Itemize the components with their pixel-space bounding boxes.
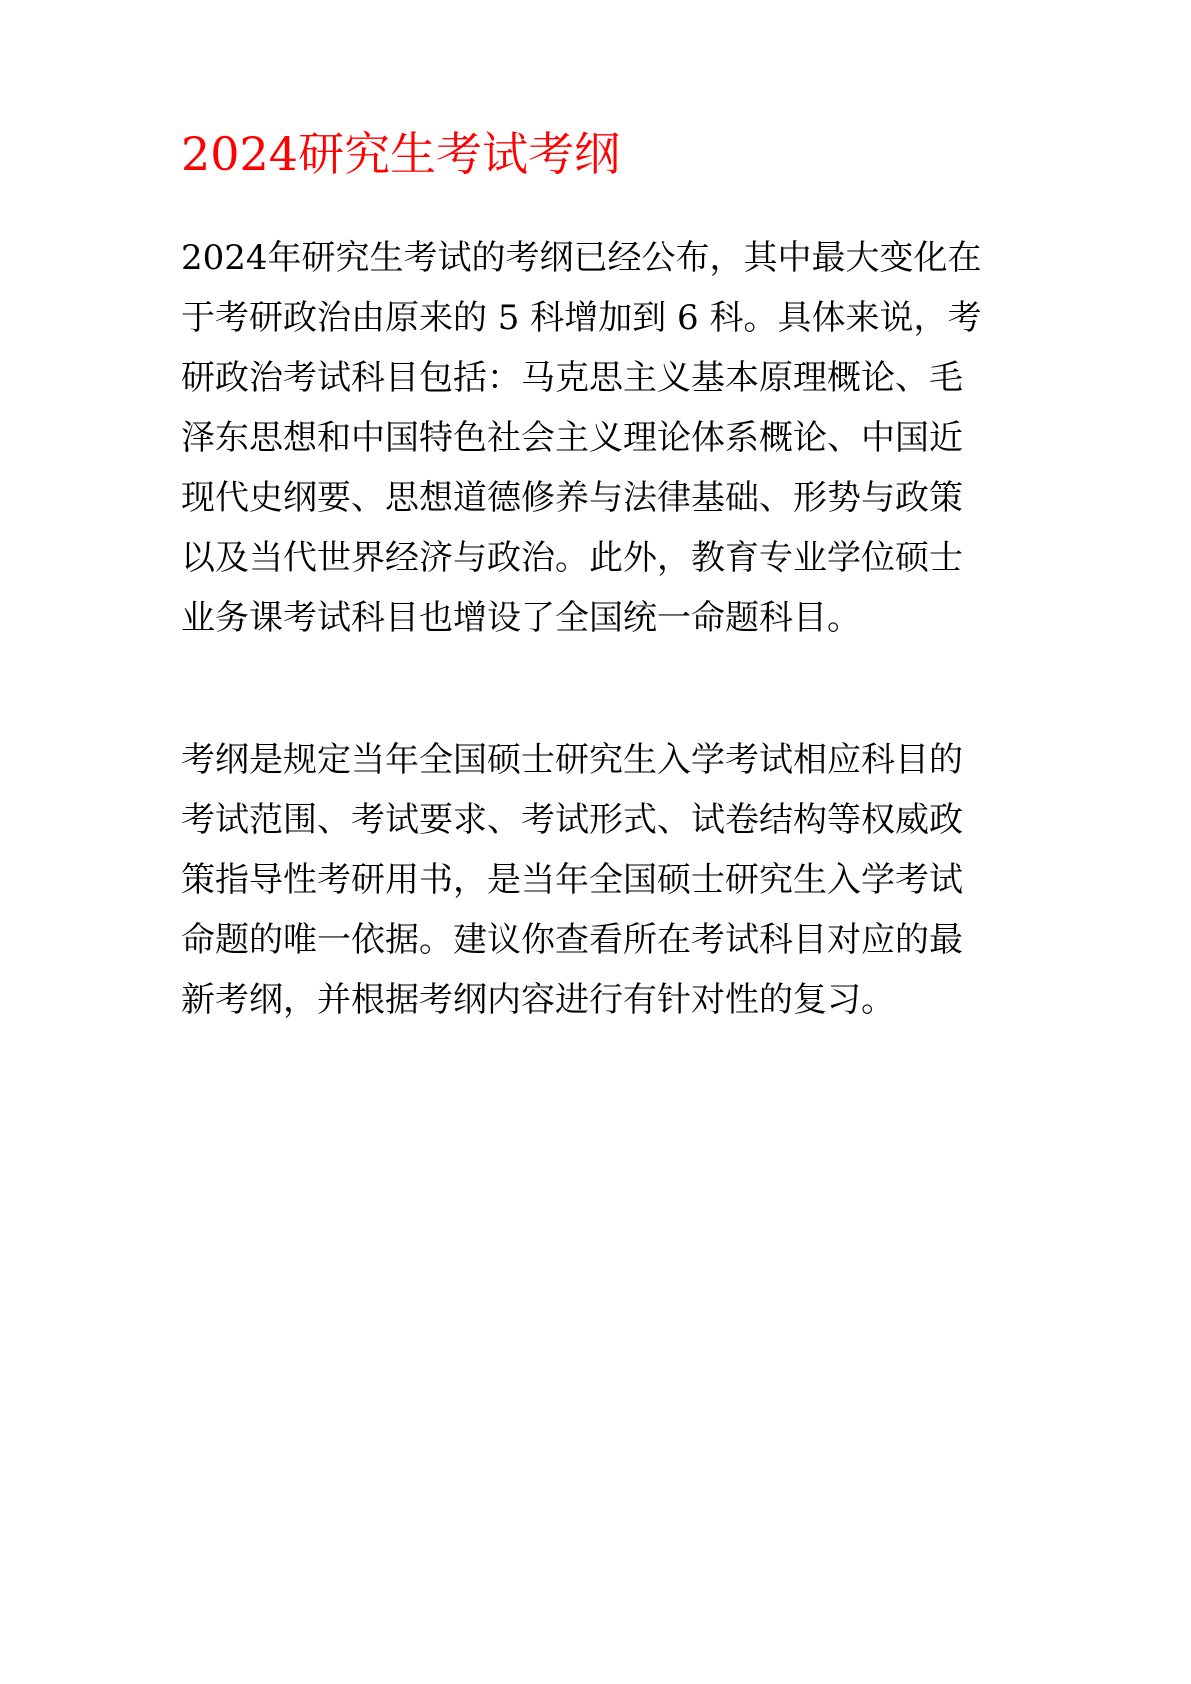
paragraph-1 bbox=[181, 228, 1016, 648]
paragraph-line: 于考研政治由原来的 5 科增加到 6 科。具体来说，考 bbox=[181, 298, 982, 338]
paragraph-line: 泽东思想和中国特色社会主义理论体系概论、中国近 bbox=[181, 418, 963, 458]
paragraph-line: 考纲是规定当年全国硕士研究生入学考试相应科目的 bbox=[181, 740, 963, 780]
document-title: 2024研究生考试考纲 bbox=[181, 127, 621, 181]
paragraph-2 bbox=[181, 730, 1016, 1030]
paragraph-line: 命题的唯一依据。建议你查看所在考试科目对应的最 bbox=[181, 920, 963, 960]
paragraph-line: 研政治考试科目包括：马克思主义基本原理概论、毛 bbox=[181, 358, 963, 398]
paragraph-line: 考试范围、考试要求、考试形式、试卷结构等权威政 bbox=[181, 800, 963, 840]
paragraph-line: 2024年研究生考试的考纲已经公布，其中最大变化在 bbox=[181, 238, 982, 278]
paragraph-line: 策指导性考研用书，是当年全国硕士研究生入学考试 bbox=[181, 860, 963, 900]
paragraph-line: 新考纲，并根据考纲内容进行有针对性的复习。 bbox=[181, 980, 895, 1020]
paragraph-line: 业务课考试科目也增设了全国统一命题科目。 bbox=[181, 598, 861, 638]
paragraph-line: 以及当代世界经济与政治。此外，教育专业学位硕士 bbox=[181, 538, 963, 578]
paragraph-line: 现代史纲要、思想道德修养与法律基础、形势与政策 bbox=[181, 478, 963, 518]
